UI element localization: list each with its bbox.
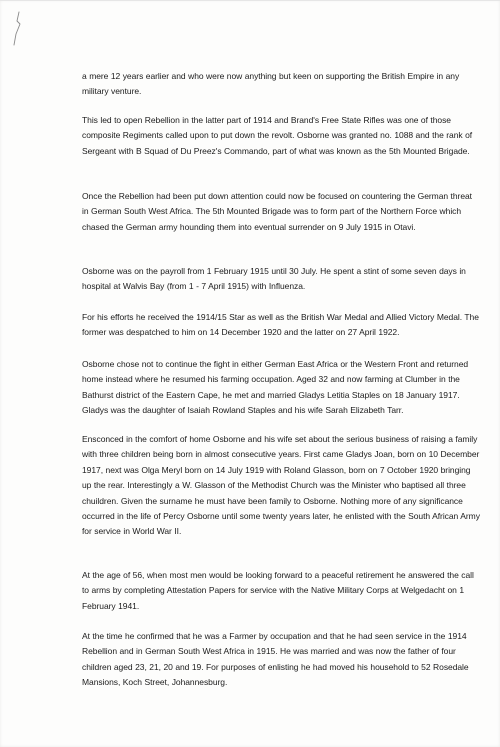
paragraph: Once the Rebellion had been put down attention could now be focused on countering the German threat in German South West Africa. The 5th Mounted Brigade was to form part of the Northern Force which chased the German army hounding them into eventual surrender on 9 July 1915 in Otavi. [82, 191, 472, 232]
paragraph: For his efforts he received the 1914/15 Star as well as the British War Medal and Allied Victory Medal. The former was despatched to him on 14 December 1920 and the latter on 27 April 1922. [82, 312, 479, 338]
pen-mark [8, 10, 28, 48]
paragraph: At the time he confirmed that he was a Farmer by occupation and that he had seen service in the 1914 Rebellion and in German South West Africa in 1915. He was married and was now the father of four children aged 23, 21, 20 and 19. For purposes of enlisting he had moved his household to 52 Rosedale Mansions, Koch Street, Johannesburg. [82, 631, 469, 688]
paragraph: At the age of 56, when most men would be looking forward to a peaceful retirement he answered the call to arms by completing Attestation Papers for service with the Native Military Corps at Welgedacht on 1 February 1941. [82, 570, 474, 611]
scan-top-edge [0, 0, 500, 1]
paragraph: a mere 12 years earlier and who were now anything but keen on supporting the British Empire in any military venture. [82, 71, 460, 97]
paragraph: Osborne chose not to continue the fight in either German East Africa or the Western Front and returned home instead where he resumed his farming occupation. Aged 32 and now farming at Clumber in the Bathurst district of the Eastern Cape, he met and married Gladys Letitia Staples on 18 January 1917. Gladys was the daughter of Isaiah Rowland Staples and his wife Sarah Elizabeth Tarr. [82, 359, 469, 416]
paragraph: Osborne was on the payroll from 1 February 1915 until 30 July. He spent a stint of some seven days in hospital at Walvis Bay (from 1 - 7 April 1915) with Influenza. [82, 266, 466, 292]
paragraph: Ensconced in the comfort of home Osborne and his wife set about the serious business of raising a family with three children being born in almost consecutive years. First came Gladys Joan, born on 10 December 1917, next was Olga Meryl born on 14 July 1919 with Roland Glasson, born on 7 October 1920 bringing up the rear. Interestingly a W. Glasson of the Methodist Church was the Minister who baptised all three chuildren. Given the surname he must have been family to Osborne. Nothing more of any significance occurred in the life of Percy Osborne until some twenty years later, he enlisted with the South African Army for service in World War II. [82, 434, 480, 537]
paragraph: This led to open Rebellion in the latter part of 1914 and Brand's Free State Rifles was one of those composite Regiments called upon to put down the revolt. Osborne was granted no. 1088 and the rank of Sergeant with B Squad of Du Preez's Commando, part of what was known as the 5th Mounted Brigade. [82, 115, 473, 156]
